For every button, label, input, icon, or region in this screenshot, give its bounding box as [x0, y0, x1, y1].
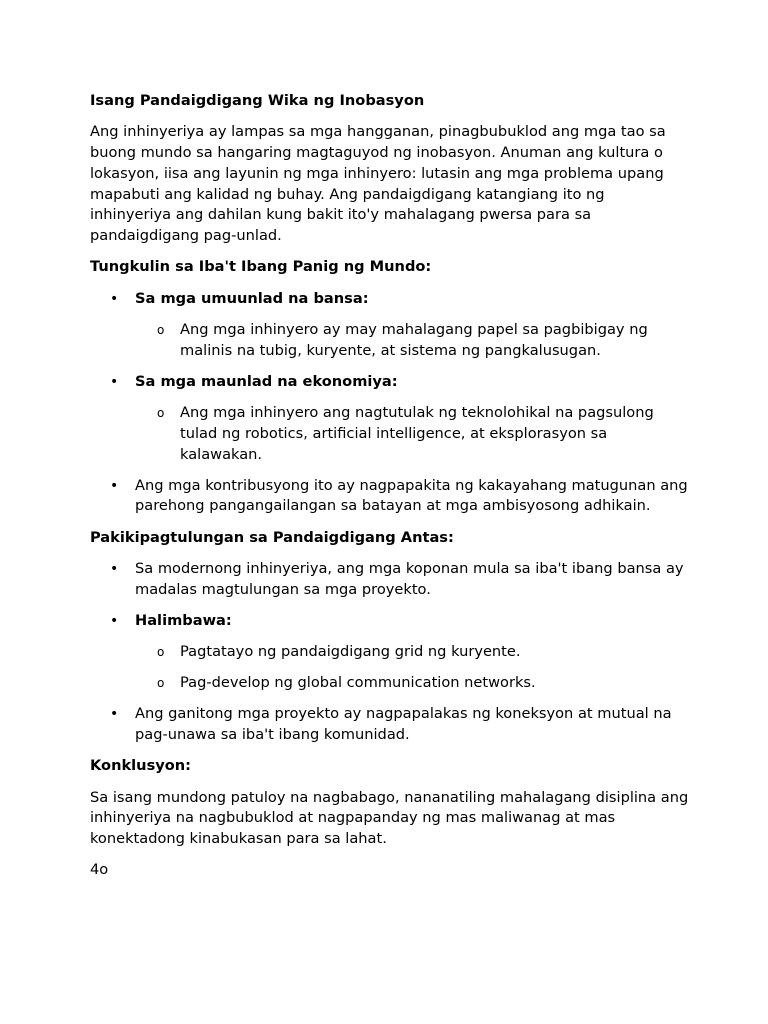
list-item-label: Sa mga umuunlad na bansa:: [135, 289, 369, 307]
bullet-icon: •: [110, 373, 119, 390]
sub-list-item: [90, 320, 690, 362]
section-heading-conclusion: Konklusyon:: [90, 757, 192, 775]
list-item-text: Ang ganitong mga proyekto ay nagpapalakas ng koneksyon at mutual na pag-unawa sa iba't ibang komunidad.: [135, 705, 672, 744]
sub-list-item-text: Pagtatayo ng pandaigdigang grid ng kuryente.: [180, 643, 521, 661]
bullet-icon: •: [110, 477, 119, 494]
sub-bullet-icon: o: [157, 676, 165, 691]
list-item: [90, 704, 690, 746]
bullet-icon: •: [110, 290, 119, 307]
section-heading-collaboration: Pakikipagtulungan sa Pandaigdigang Antas:: [90, 528, 454, 546]
list-item: [90, 559, 690, 601]
sub-bullet-icon: o: [157, 322, 165, 337]
list-item-text: Sa modernong inhinyeriya, ang mga koponan mula sa iba't ibang bansa ay madalas magtulungan sa mga proyekto.: [135, 559, 684, 598]
roles-list: [90, 289, 690, 518]
sub-list-item-text: Ang mga inhinyero ay may mahalagang papel sa pagbibigay ng malinis na tubig, kuryente, at sistema ng pangkalusugan.: [180, 320, 648, 359]
sub-bullet-icon: o: [157, 405, 165, 420]
bullet-icon: •: [110, 612, 119, 629]
list-item: [90, 372, 690, 393]
list-item-text: Ang mga kontribusyong ito ay nagpapakita ng kakayahang matugunan ang parehong pangangailangan sa batayan at mga ambisyosong adhikain.: [135, 476, 688, 515]
bullet-icon: •: [110, 560, 119, 577]
sub-list-item-text: Ang mga inhinyero ang nagtutulak ng teknolohikal na pagsulong tulad ng robotics, artificial intelligence, at eksplorasyon sa kalawakan.: [180, 403, 654, 463]
list-item-label: Sa mga maunlad na ekonomiya:: [135, 372, 398, 390]
sub-list-item: [90, 642, 690, 663]
list-item-label: Halimbawa:: [135, 611, 232, 629]
list-item: [90, 611, 690, 632]
list-item: [90, 289, 690, 310]
document-page: [90, 91, 690, 881]
sub-list-item: [90, 403, 690, 465]
collaboration-list: [90, 559, 690, 746]
sub-list-item: [90, 673, 690, 694]
conclusion-paragraph: Sa isang mundong patuloy na nagbabago, nananatiling mahalagang disiplina ang inhinyeriya na nagbubuklod at nagpapanday ng mas maliwanag at mas konektadong kinabukasan para sa lahat.: [90, 788, 689, 848]
bullet-icon: •: [110, 706, 119, 723]
footer-label: 4o: [90, 861, 109, 879]
intro-paragraph: Ang inhinyeriya ay lampas sa mga hangganan, pinagbubuklod ang mga tao sa buong mundo sa hangaring magtaguyod ng inobasyon. Anuman ang kultura o lokasyon, iisa ang layunin ng mga inhinyero: lutasin ang mga problema upang mapabuti ang kalidad ng buhay. Ang pandaigdigang katangiang ito ng inhinyeriya ang dahilan kung bakit ito'y mahalagang pwersa para sa pandaigdigang pag-unlad.: [90, 123, 666, 245]
sub-bullet-icon: o: [157, 645, 165, 660]
document-title: Isang Pandaigdigang Wika ng Inobasyon: [90, 92, 425, 109]
sub-list-item-text: Pag-develop ng global communication networks.: [180, 674, 536, 692]
section-heading-roles: Tungkulin sa Iba't Ibang Panig ng Mundo:: [90, 258, 432, 276]
list-item: [90, 476, 690, 518]
